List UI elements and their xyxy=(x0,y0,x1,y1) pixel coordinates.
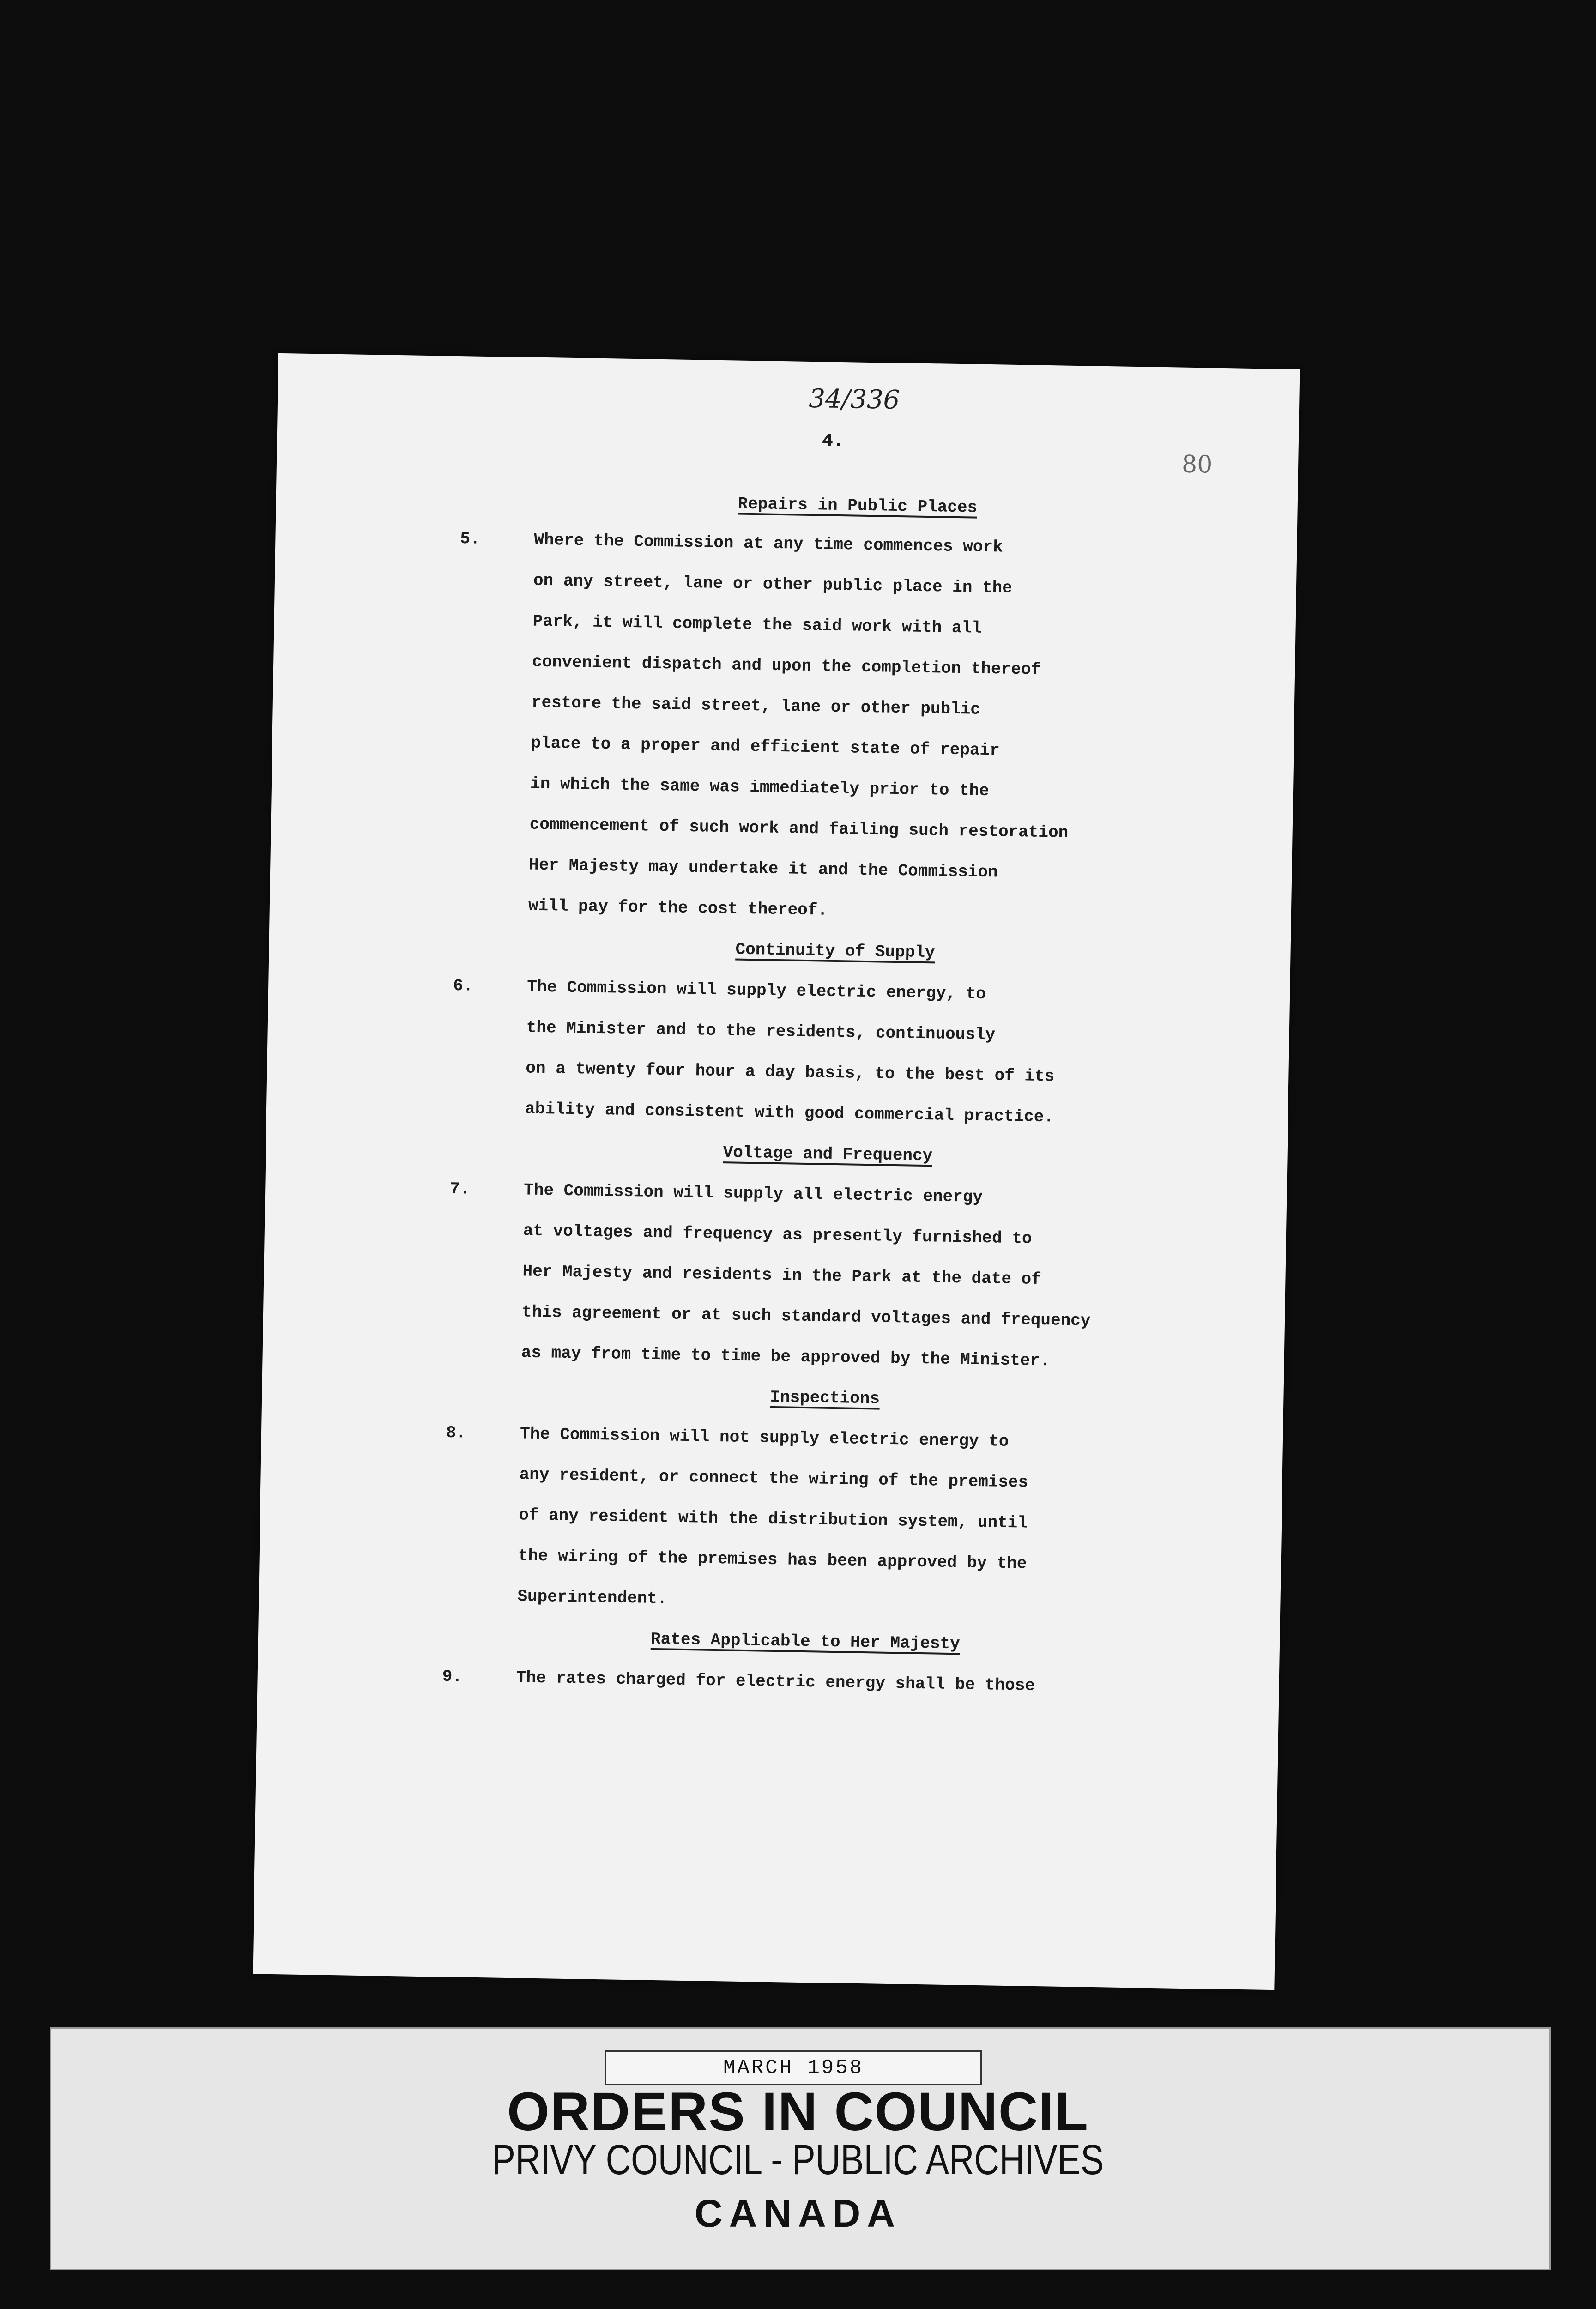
text-line: on a twenty four hour a day basis, to the best of its xyxy=(526,1058,1055,1086)
text-line: on any street, lane or other public place in the xyxy=(533,571,1013,598)
text-line: Her Majesty may undertake it and the Commission xyxy=(529,855,998,882)
section-heading: Inspections xyxy=(770,1387,880,1408)
text-line: place to a proper and efficient state of repair xyxy=(531,733,1000,760)
text-line: The Commission will not supply electric energy to xyxy=(520,1424,1009,1451)
text-line: commencement of such work and failing such restoration xyxy=(529,815,1069,842)
text-line: of any resident with the distribution system, until xyxy=(518,1505,1028,1533)
section-number: 5. xyxy=(460,529,480,549)
section-heading: Voltage and Frequency xyxy=(723,1143,933,1166)
typed-page-number: 4. xyxy=(822,431,845,453)
text-line: Park, it will complete the said work with all xyxy=(532,611,982,638)
section-heading: Repairs in Public Places xyxy=(738,494,978,517)
section-heading: Continuity of Supply xyxy=(735,940,935,962)
section-heading: Rates Applicable to Her Majesty xyxy=(650,1629,961,1654)
section-number: 6. xyxy=(453,976,473,996)
text-line: convenient dispatch and upon the completion thereof xyxy=(532,652,1041,679)
text-line: restore the said street, lane or other public xyxy=(531,693,981,719)
text-line: the Minister and to the residents, continuously xyxy=(526,1018,996,1045)
typed-document-page xyxy=(253,353,1300,1990)
section-number: 9. xyxy=(442,1667,463,1686)
stamped-page-number: 80 xyxy=(1181,450,1213,479)
archive-date: MARCH 1958 xyxy=(723,2056,864,2079)
text-line: The rates charged for electric energy shall be those xyxy=(516,1668,1035,1695)
text-line: any resident, or connect the wiring of the premises xyxy=(519,1465,1028,1492)
section-number: 7. xyxy=(450,1179,470,1199)
archive-title: ORDERS IN COUNCIL xyxy=(507,2081,1089,2142)
archive-subtitle: PRIVY COUNCIL - PUBLIC ARCHIVES xyxy=(492,2136,1104,2183)
text-line: will pay for the cost thereof. xyxy=(528,896,828,920)
text-line: Superintendent. xyxy=(517,1587,667,1608)
section-number: 8. xyxy=(446,1423,466,1443)
text-line: ability and consistent with good commercial practice. xyxy=(525,1099,1054,1127)
text-line: at voltages and frequency as presently furnished to xyxy=(523,1221,1032,1248)
text-line: the wiring of the premises has been approved by the xyxy=(518,1546,1027,1573)
handwritten-reference: 34/336 xyxy=(808,383,900,415)
text-line: as may from time to time be approved by the Minister. xyxy=(521,1343,1050,1371)
text-line: The Commission will supply all electric energy xyxy=(523,1180,983,1207)
text-line: The Commission will supply electric energy, to xyxy=(526,977,986,1004)
text-line: Where the Commission at any time commences work xyxy=(534,530,1003,557)
archive-country: CANADA xyxy=(695,2192,901,2235)
text-line: Her Majesty and residents in the Park at the date of xyxy=(522,1262,1042,1289)
text-line: in which the same was immediately prior to the xyxy=(530,774,990,801)
text-line: this agreement or at such standard voltages and frequency xyxy=(521,1302,1091,1330)
